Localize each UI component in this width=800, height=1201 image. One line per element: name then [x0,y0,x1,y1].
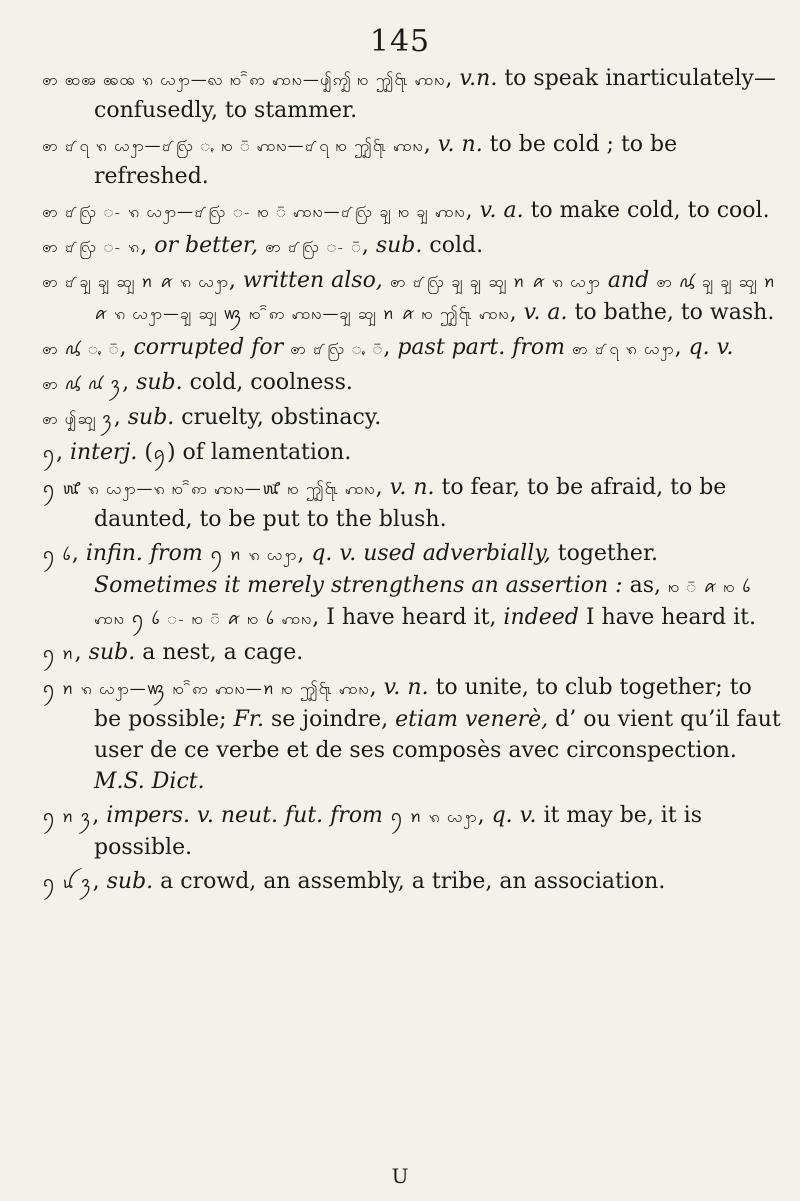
entry-text: , [228,268,243,293]
headword-script: ꩦ ꩸ ꩺ ꩽ ꩼ [264,237,362,256]
headword-script: ꪆ ꪊ ꪅ [42,873,93,892]
entry-text: to fear, to be afraid, to be daunted, to be put to the blush. [94,475,727,532]
entry-annotation: q. v. used adverbially, [311,541,551,566]
entry-text [383,803,390,828]
entry-text: , [375,475,390,500]
headword-script: ꩦ ꩸ ꩹ ꩫ ꩬꩭ—꩸ ꩺ ꩻ ꩯ ꩼ ꩲꩳ—꩸ ꩹ ꩯ ꩶ꩷ ꩲꩳ [42,136,424,155]
entry-text: , [383,335,398,360]
entry-text: , [477,803,492,828]
headword-script: ꪆ [42,444,56,463]
entry-text: , [369,675,384,700]
entry-text: cruelty, obstinacy. [174,405,382,430]
entry-text: together. [550,541,659,566]
entry-annotation: interj. [69,440,138,465]
entry-text: it may be, it is possible. [94,803,703,860]
entry-text [258,233,265,258]
entry-text: ) of lamentation. [166,440,352,465]
headword-script: ꩦ ꪂ ꪄ ꪅ [42,374,123,393]
dictionary-entry [42,230,782,262]
dictionary-entry [42,129,782,192]
entry-text: as, [622,573,668,598]
dictionary-entry [42,637,782,669]
entry-annotation: sub. [375,233,423,258]
entry-text: to unite, to club together; to be possible; [94,675,752,732]
entry-text [383,268,390,293]
entry-text [565,335,572,360]
entry-annotation: M.S. Dict. [94,769,205,794]
entry-text: to bathe, to wash. [567,300,775,325]
entry-annotation: indeed [503,605,579,630]
headword-script: ꩦ ꩴꩿ ꪅ [42,409,114,428]
dictionary-entry [42,402,782,434]
entry-text: , I have heard it, [312,605,504,630]
dictionary-entry [42,367,782,399]
entry-text: to make cold, to cool. [523,198,770,223]
entry-annotation: v. n. [389,475,435,500]
entry-annotation: past part. from [397,335,565,360]
dictionary-entry [42,538,782,634]
headword-script: ꩦ ꩸ ꩺ ꩻ ꩼ [290,339,384,358]
entry-text: , [119,335,134,360]
entry-text: , [674,335,689,360]
dictionary-entries [42,63,782,901]
entry-text: , [74,640,89,665]
entry-annotation: v. a. [479,198,524,223]
entry-text: to be cold ; to be refreshed. [94,132,678,189]
entry-annotation: Sometimes it merely strengthens an assertion : [94,573,623,598]
entry-text: , [92,869,107,894]
entry-annotation: v. n. [437,132,483,157]
entry-annotation: sub. [136,370,183,395]
dictionary-entry [42,195,782,227]
entry-annotation: sub. [106,869,154,894]
entry-text: , [509,300,524,325]
entry-annotation: Fr. [233,707,264,732]
entry-annotation: q. v. [491,803,537,828]
entry-annotation: q. v. [688,335,734,360]
entry-annotation: and [607,268,650,293]
entry-text: , [297,541,312,566]
headword-script: ꩦ ꩸ ꩺ ꩽ ꩫ [42,237,141,256]
entry-text: se joindre, [263,707,396,732]
headword-script: ꪆ ꪉ [42,545,72,564]
entry-text [601,268,608,293]
headword-script: ꪇ [152,444,167,463]
entry-annotation: sub. [127,405,175,430]
headword-script: ꩦ ꩸ ꩺ ꩾ ꩾ ꩿ ꪀ ꪁ ꩫ ꩬꩭ [389,272,601,291]
entry-text: , [122,370,137,395]
entry-annotation: written also, [242,268,383,293]
headword-script: ꪆ ꪀ [42,644,75,663]
entry-annotation: v. n. [383,675,429,700]
entry-text: , [361,233,376,258]
entry-text: , [71,541,86,566]
dictionary-entry [42,265,782,329]
headword-script: ꪆ ꪀ ꪅ [42,807,93,826]
headword-script: ꩦ ꩧꩨ ꩩꩪ ꩫ ꩬꩭ—ꩮ ꩯ ꩰꩱ ꩲꩳ—ꩴꩵ ꩯ ꩶ꩷ ꩲꩳ [42,70,446,89]
entry-text: , [92,803,107,828]
entry-text: , [113,405,128,430]
entry-text: , [445,66,460,91]
entry-annotation: or better, [154,233,258,258]
headword-script: ꩦ ꪂ ꩻ ꩼ [42,339,120,358]
headword-script: ꩦ ꩸ ꩾ ꩾ ꩿ ꪀ ꪁ ꩫ ꩬꩭ [42,272,229,291]
entry-text: cold. [422,233,484,258]
entry-annotation: corrupted for [133,335,284,360]
entry-text: a crowd, an assembly, a tribe, an association. [153,869,666,894]
entry-text: , [423,132,438,157]
headword-script: ꩦ ꪂ ꩾ ꩾ ꩿ ꪀ ꪁ ꩫ ꩬꩭ—ꩾ ꩿ ꪃ ꩯ ꩰꩱ ꩲꩳ—ꩾ ꩿ ꪀ ꪁ ꩯ ꩶ꩷ ꩲꩳ [94,272,777,323]
entry-text [203,541,210,566]
headword-script: ꪆ ꪀ ꩫ ꩬꩭ—ꪃ ꩯ ꩰꩱ ꩲꩳ—ꪀ ꩯ ꩶ꩷ ꩲꩳ [42,679,370,698]
page-number: 145 [369,24,431,59]
entry-annotation: infin. from [85,541,203,566]
headword-script: ꩦ ꩸ ꩹ ꩫ ꩬꩭ [571,339,675,358]
entry-annotation: etiam venerè, [395,707,549,732]
entry-text: d’ ou vient qu’il faut user de ce verbe et de ses composès avec circonspection. [94,707,781,763]
dictionary-entry [42,800,782,863]
entry-text: , [140,233,155,258]
dictionary-entry [42,472,782,535]
entry-annotation: v. a. [523,300,568,325]
entry-annotation: sub. [88,640,136,665]
entry-text: , [55,440,70,465]
dictionary-entry [42,63,782,126]
headword-script: ꪆ ꪀ ꩫ ꩬꩭ [389,807,478,826]
entry-text: ( [137,440,153,465]
entry-annotation: v.n. [459,66,498,91]
entry-text: , [465,198,480,223]
signature-mark: U [391,1164,409,1188]
headword-script: ꩯ ꩼ ꪁ ꩯ ꪉ ꩲꩳ ꪆ ꪉ ꩽ ꩯ ꩼ ꪁ ꩯ ꪉ ꩲꩳ [94,577,752,628]
dictionary-entry [42,672,782,797]
dictionary-entry [42,332,782,364]
entry-annotation: impers. v. neut. fut. from [106,803,383,828]
entry-text: to speak inarticulately—confusedly, to stammer. [94,66,776,123]
entry-text: I have heard it. [578,605,756,630]
entry-text: a nest, a cage. [135,640,304,665]
dictionary-entry [42,437,782,469]
headword-script: ꪆ ꪀ ꩫ ꩬꩭ [209,545,298,564]
entry-text: cold, coolness. [182,370,353,395]
headword-script: ꪆ ꪈ ꩫ ꩬꩭ—ꩫ ꩯ ꩰꩱ ꩲꩳ—ꪈ ꩯ ꩶ꩷ ꩲꩳ [42,479,376,498]
headword-script: ꩦ ꩸ ꩺ ꩽ ꩫ ꩬꩭ—꩸ ꩺ ꩽ ꩯ ꩼ ꩲꩳ—꩸ ꩺ ꩾ ꩯ ꩾ ꩲꩳ [42,202,466,221]
dictionary-entry [42,866,782,898]
